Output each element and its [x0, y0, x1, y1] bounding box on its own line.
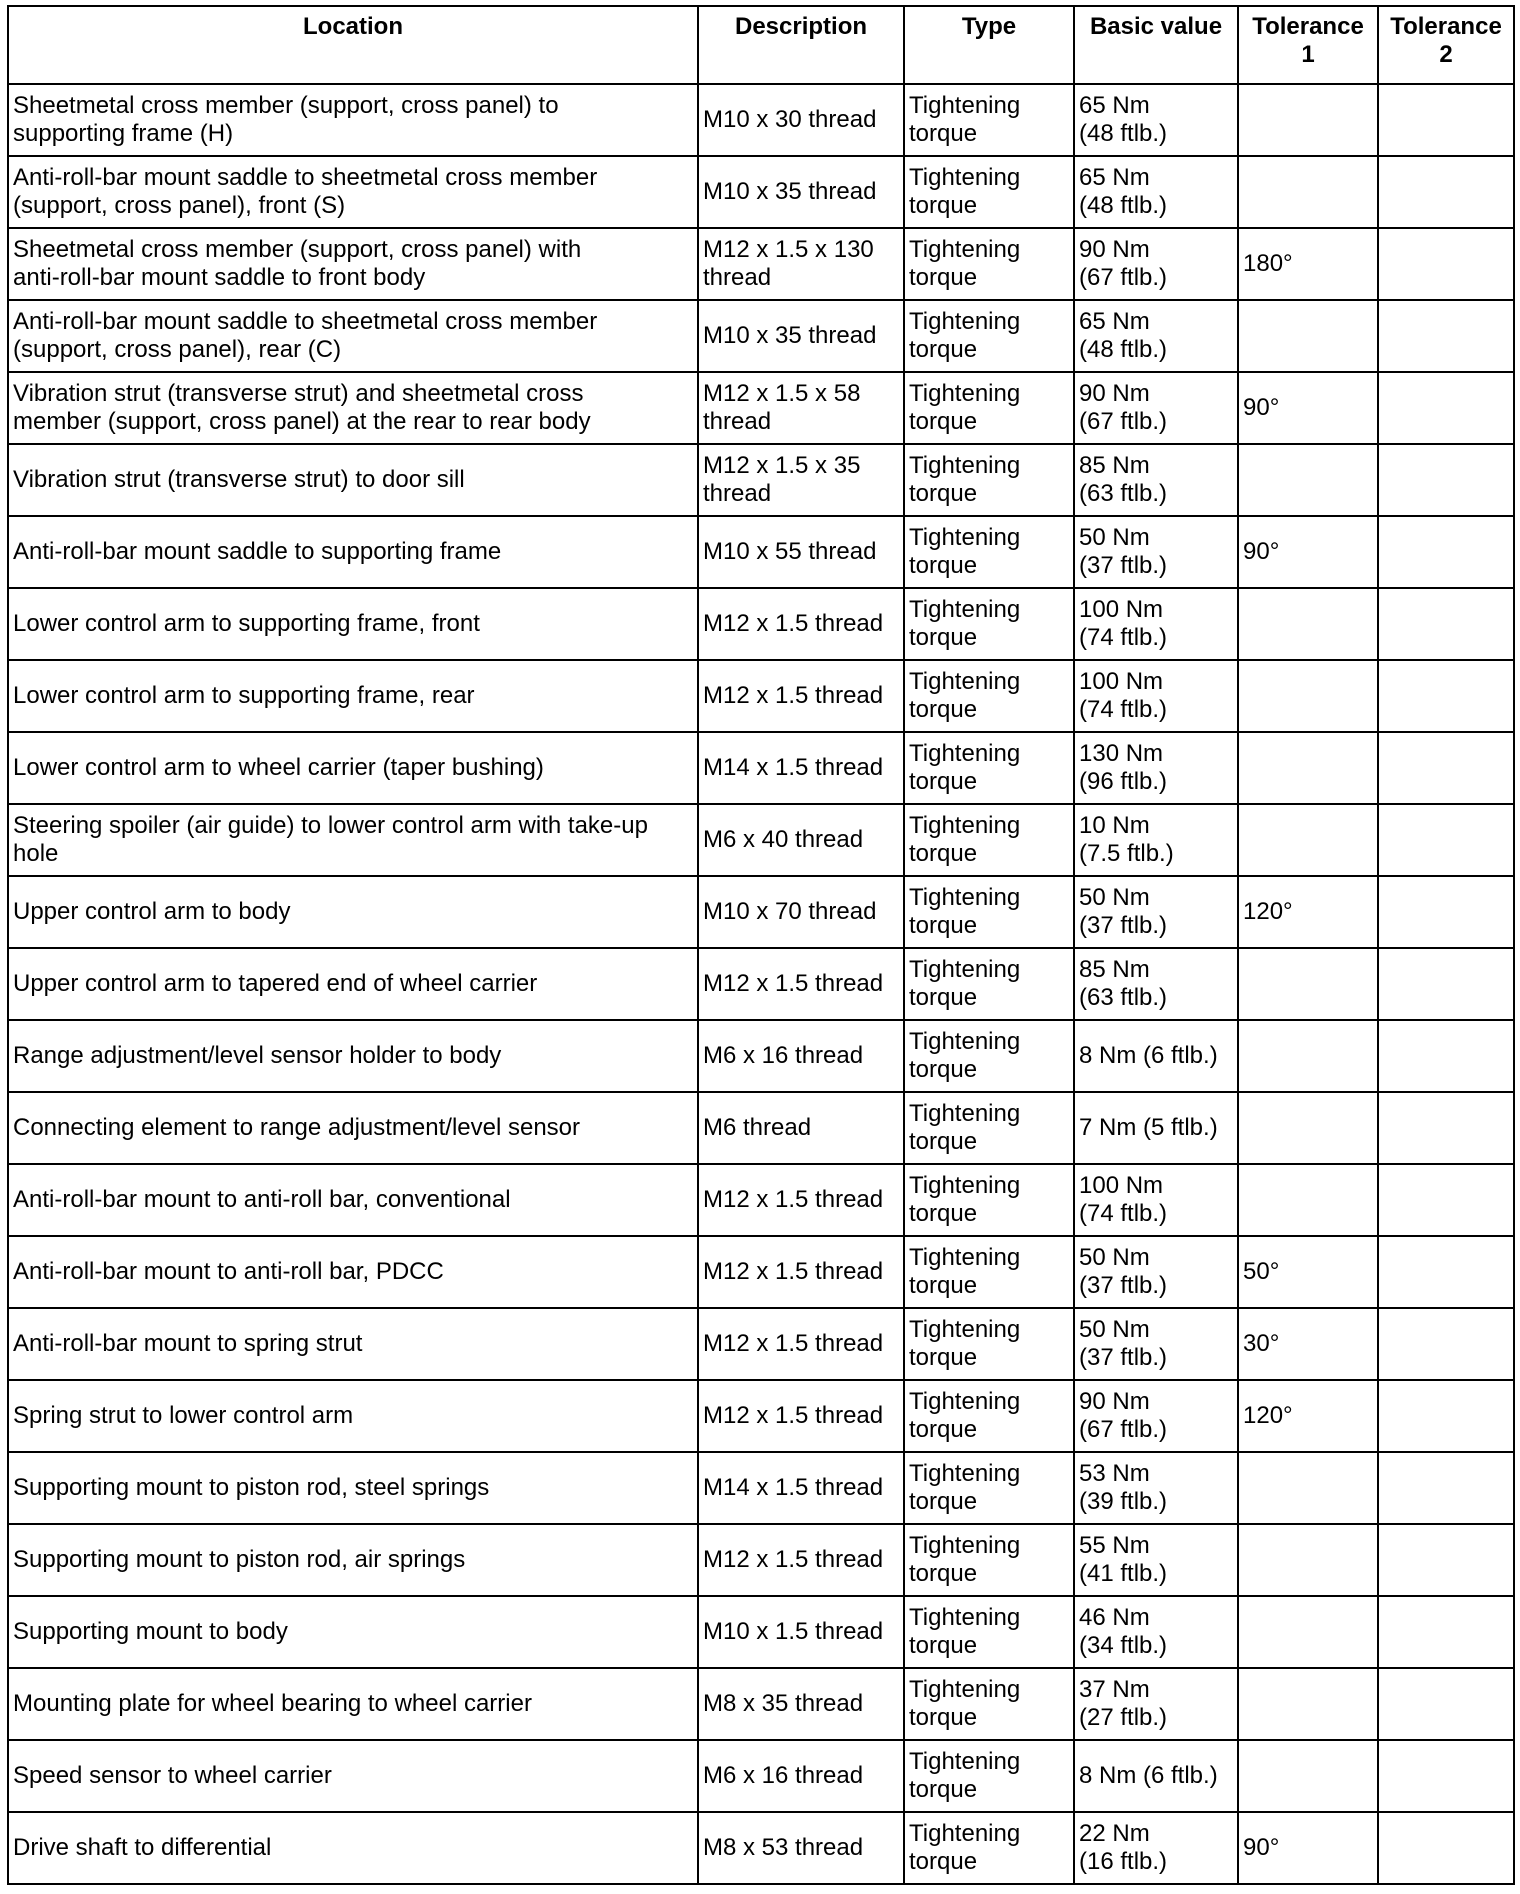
cell-description-text: M12 x 1.5 thread	[703, 1258, 884, 1285]
cell-location	[8, 1812, 698, 1884]
cell-location	[8, 1020, 698, 1092]
cell-tolerance-2	[1378, 876, 1514, 948]
cell-tolerance-1	[1238, 228, 1378, 300]
cell-description-text: M12 x 1.5 thread	[703, 1402, 884, 1429]
cell-description-text: M6 x 16 thread	[703, 1762, 864, 1789]
cell-type-text: Tightening torque	[909, 1820, 1021, 1875]
cell-tolerance-2	[1378, 1308, 1514, 1380]
cell-location-text: Supporting mount to piston rod, steel springs	[13, 1474, 490, 1501]
cell-description-text: M6 x 16 thread	[703, 1042, 864, 1069]
cell-location-text: Supporting mount to piston rod, air springs	[13, 1546, 466, 1573]
cell-type-text: Tightening torque	[909, 812, 1021, 867]
cell-type-text: Tightening torque	[909, 1388, 1021, 1443]
cell-basic-value-text: 85 Nm (63 ftlb.)	[1079, 452, 1168, 507]
table-row	[8, 660, 1514, 732]
cell-description	[698, 876, 904, 948]
cell-basic-value	[1074, 1524, 1238, 1596]
cell-tolerance-2	[1378, 1092, 1514, 1164]
table-row	[8, 732, 1514, 804]
cell-description	[698, 84, 904, 156]
cell-description-text: M12 x 1.5 thread	[703, 1186, 884, 1213]
cell-tolerance-1	[1238, 1092, 1378, 1164]
cell-type-text: Tightening torque	[909, 164, 1021, 219]
cell-basic-value-text: 65 Nm (48 ftlb.)	[1079, 308, 1168, 363]
table-row	[8, 1668, 1514, 1740]
cell-tolerance-1-text: 90°	[1243, 538, 1280, 565]
cell-location	[8, 228, 698, 300]
cell-description	[698, 156, 904, 228]
table-row	[8, 1020, 1514, 1092]
cell-tolerance-1	[1238, 660, 1378, 732]
cell-description	[698, 660, 904, 732]
cell-description-text: M10 x 35 thread	[703, 178, 877, 205]
header-location: Location	[8, 6, 698, 84]
cell-tolerance-1	[1238, 1380, 1378, 1452]
cell-location	[8, 1236, 698, 1308]
cell-location-text: Anti-roll-bar mount to spring strut	[13, 1330, 363, 1357]
cell-type	[904, 1164, 1074, 1236]
cell-basic-value	[1074, 228, 1238, 300]
cell-basic-value-text: 100 Nm (74 ftlb.)	[1079, 1172, 1168, 1227]
cell-location-text: Lower control arm to wheel carrier (taper bushing)	[13, 754, 544, 781]
cell-description-text: M12 x 1.5 thread	[703, 682, 884, 709]
cell-type	[904, 1524, 1074, 1596]
header-tolerance-2: Tolerance 2	[1378, 6, 1514, 84]
cell-tolerance-1	[1238, 1164, 1378, 1236]
cell-type	[904, 228, 1074, 300]
cell-tolerance-1-text: 120°	[1243, 1402, 1293, 1429]
cell-description	[698, 1524, 904, 1596]
cell-type	[904, 1452, 1074, 1524]
cell-basic-value-text: 10 Nm (7.5 ftlb.)	[1079, 812, 1174, 867]
cell-tolerance-2	[1378, 1668, 1514, 1740]
table-row	[8, 300, 1514, 372]
cell-location	[8, 1452, 698, 1524]
cell-type-text: Tightening torque	[909, 1172, 1021, 1227]
cell-basic-value	[1074, 372, 1238, 444]
cell-type	[904, 372, 1074, 444]
cell-location-text: Anti-roll-bar mount to anti-roll bar, conventional	[13, 1186, 511, 1213]
cell-tolerance-1	[1238, 1308, 1378, 1380]
cell-tolerance-1-text: 180°	[1243, 250, 1293, 277]
cell-basic-value-text: 90 Nm (67 ftlb.)	[1079, 1388, 1168, 1443]
cell-tolerance-2	[1378, 1740, 1514, 1812]
cell-tolerance-1-text: 90°	[1243, 394, 1280, 421]
cell-type	[904, 1380, 1074, 1452]
cell-type-text: Tightening torque	[909, 740, 1021, 795]
cell-tolerance-1	[1238, 1020, 1378, 1092]
cell-description-text: M10 x 1.5 thread	[703, 1618, 884, 1645]
cell-location-text: Anti-roll-bar mount saddle to sheetmetal cross member (support, cross panel), front (S)	[13, 164, 598, 219]
cell-tolerance-2	[1378, 444, 1514, 516]
cell-description-text: M14 x 1.5 thread	[703, 1474, 884, 1501]
cell-location-text: Lower control arm to supporting frame, rear	[13, 682, 475, 709]
header-description: Description	[698, 6, 904, 84]
cell-location	[8, 156, 698, 228]
cell-description-text: M12 x 1.5 x 35 thread	[703, 452, 861, 507]
cell-location	[8, 444, 698, 516]
cell-description-text: M10 x 70 thread	[703, 898, 877, 925]
cell-description-text: M12 x 1.5 thread	[703, 1546, 884, 1573]
table-row	[8, 156, 1514, 228]
cell-basic-value-text: 90 Nm (67 ftlb.)	[1079, 236, 1168, 291]
cell-tolerance-1	[1238, 84, 1378, 156]
cell-location	[8, 372, 698, 444]
cell-description	[698, 1740, 904, 1812]
cell-location-text: Anti-roll-bar mount to anti-roll bar, PDCC	[13, 1258, 444, 1285]
header-type: Type	[904, 6, 1074, 84]
cell-basic-value-text: 22 Nm (16 ftlb.)	[1079, 1820, 1168, 1875]
cell-description-text: M12 x 1.5 thread	[703, 1330, 884, 1357]
cell-tolerance-2	[1378, 588, 1514, 660]
cell-tolerance-2	[1378, 1380, 1514, 1452]
cell-type-text: Tightening torque	[909, 380, 1021, 435]
cell-description	[698, 588, 904, 660]
cell-tolerance-1-text: 120°	[1243, 898, 1293, 925]
cell-description-text: M10 x 55 thread	[703, 538, 877, 565]
table-row	[8, 1524, 1514, 1596]
cell-location	[8, 1668, 698, 1740]
cell-description-text: M12 x 1.5 thread	[703, 970, 884, 997]
cell-tolerance-2	[1378, 84, 1514, 156]
cell-basic-value	[1074, 156, 1238, 228]
table-row	[8, 948, 1514, 1020]
table-row	[8, 1092, 1514, 1164]
cell-type	[904, 1308, 1074, 1380]
cell-tolerance-1	[1238, 1452, 1378, 1524]
cell-type	[904, 1740, 1074, 1812]
cell-basic-value-text: 130 Nm (96 ftlb.)	[1079, 740, 1168, 795]
cell-tolerance-1	[1238, 1812, 1378, 1884]
cell-location	[8, 1308, 698, 1380]
cell-basic-value	[1074, 1308, 1238, 1380]
cell-description-text: M10 x 35 thread	[703, 322, 877, 349]
cell-location	[8, 588, 698, 660]
cell-basic-value-text: 53 Nm (39 ftlb.)	[1079, 1460, 1168, 1515]
cell-type-text: Tightening torque	[909, 1532, 1021, 1587]
cell-basic-value	[1074, 300, 1238, 372]
cell-type-text: Tightening torque	[909, 92, 1021, 147]
cell-description	[698, 228, 904, 300]
cell-tolerance-2	[1378, 1020, 1514, 1092]
cell-basic-value	[1074, 1668, 1238, 1740]
cell-basic-value-text: 100 Nm (74 ftlb.)	[1079, 668, 1168, 723]
cell-type-text: Tightening torque	[909, 1316, 1021, 1371]
cell-location-text: Vibration strut (transverse strut) to door sill	[13, 466, 465, 493]
cell-description	[698, 516, 904, 588]
cell-description	[698, 948, 904, 1020]
cell-location	[8, 1596, 698, 1668]
cell-tolerance-2	[1378, 804, 1514, 876]
cell-tolerance-1-text: 50°	[1243, 1258, 1280, 1285]
cell-location-text: Spring strut to lower control arm	[13, 1402, 354, 1429]
cell-type	[904, 516, 1074, 588]
header-basic-value: Basic value	[1074, 6, 1238, 84]
table-row	[8, 1164, 1514, 1236]
table-row	[8, 1596, 1514, 1668]
cell-location-text: Drive shaft to differential	[13, 1834, 272, 1861]
cell-location	[8, 1524, 698, 1596]
cell-description	[698, 1596, 904, 1668]
cell-basic-value	[1074, 1452, 1238, 1524]
cell-location-text: Anti-roll-bar mount saddle to sheetmetal cross member (support, cross panel), rear (C)	[13, 308, 598, 363]
cell-basic-value-text: 8 Nm (6 ftlb.)	[1079, 1042, 1218, 1069]
cell-description	[698, 804, 904, 876]
cell-type-text: Tightening torque	[909, 1028, 1021, 1083]
cell-basic-value	[1074, 1740, 1238, 1812]
cell-tolerance-1	[1238, 804, 1378, 876]
cell-tolerance-2	[1378, 516, 1514, 588]
table-row	[8, 1452, 1514, 1524]
cell-basic-value-text: 8 Nm (6 ftlb.)	[1079, 1762, 1218, 1789]
cell-type	[904, 444, 1074, 516]
table-row	[8, 1236, 1514, 1308]
cell-type	[904, 732, 1074, 804]
cell-type	[904, 588, 1074, 660]
cell-type-text: Tightening torque	[909, 956, 1021, 1011]
cell-description	[698, 372, 904, 444]
cell-basic-value	[1074, 876, 1238, 948]
cell-tolerance-1	[1238, 1668, 1378, 1740]
cell-location	[8, 1164, 698, 1236]
cell-basic-value-text: 50 Nm (37 ftlb.)	[1079, 884, 1168, 939]
cell-basic-value-text: 65 Nm (48 ftlb.)	[1079, 92, 1168, 147]
cell-tolerance-2	[1378, 228, 1514, 300]
table-row	[8, 1380, 1514, 1452]
cell-description-text: M8 x 35 thread	[703, 1690, 864, 1717]
cell-basic-value-text: 46 Nm (34 ftlb.)	[1079, 1604, 1168, 1659]
cell-tolerance-2	[1378, 1812, 1514, 1884]
cell-type	[904, 84, 1074, 156]
cell-tolerance-2	[1378, 1236, 1514, 1308]
cell-basic-value	[1074, 1236, 1238, 1308]
cell-type	[904, 804, 1074, 876]
cell-description	[698, 444, 904, 516]
cell-tolerance-2	[1378, 300, 1514, 372]
table-row	[8, 444, 1514, 516]
cell-basic-value	[1074, 732, 1238, 804]
cell-type	[904, 1236, 1074, 1308]
cell-basic-value	[1074, 660, 1238, 732]
cell-tolerance-1	[1238, 372, 1378, 444]
cell-location	[8, 1092, 698, 1164]
cell-basic-value-text: 37 Nm (27 ftlb.)	[1079, 1676, 1168, 1731]
cell-description-text: M12 x 1.5 x 130 thread	[703, 236, 874, 291]
cell-type-text: Tightening torque	[909, 308, 1021, 363]
cell-basic-value	[1074, 1092, 1238, 1164]
cell-description	[698, 1380, 904, 1452]
cell-type-text: Tightening torque	[909, 1100, 1021, 1155]
cell-description	[698, 1092, 904, 1164]
cell-description-text: M8 x 53 thread	[703, 1834, 864, 1861]
cell-basic-value-text: 100 Nm (74 ftlb.)	[1079, 596, 1168, 651]
cell-location	[8, 660, 698, 732]
cell-location	[8, 516, 698, 588]
cell-tolerance-1	[1238, 1596, 1378, 1668]
cell-tolerance-1	[1238, 1740, 1378, 1812]
cell-type-text: Tightening torque	[909, 884, 1021, 939]
cell-tolerance-1	[1238, 588, 1378, 660]
cell-type	[904, 876, 1074, 948]
cell-location	[8, 1380, 698, 1452]
table-row	[8, 84, 1514, 156]
cell-basic-value-text: 55 Nm (41 ftlb.)	[1079, 1532, 1168, 1587]
cell-type	[904, 300, 1074, 372]
cell-basic-value	[1074, 1380, 1238, 1452]
cell-description	[698, 1452, 904, 1524]
cell-tolerance-2	[1378, 948, 1514, 1020]
cell-type-text: Tightening torque	[909, 236, 1021, 291]
cell-type-text: Tightening torque	[909, 1244, 1021, 1299]
cell-description-text: M6 thread	[703, 1114, 812, 1141]
cell-basic-value	[1074, 516, 1238, 588]
table-row	[8, 804, 1514, 876]
cell-location-text: Mounting plate for wheel bearing to wheel carrier	[13, 1690, 532, 1717]
cell-type-text: Tightening torque	[909, 1748, 1021, 1803]
cell-basic-value	[1074, 444, 1238, 516]
cell-tolerance-1	[1238, 732, 1378, 804]
table-row	[8, 228, 1514, 300]
cell-description-text: M6 x 40 thread	[703, 826, 864, 853]
cell-basic-value	[1074, 1812, 1238, 1884]
cell-basic-value	[1074, 1020, 1238, 1092]
cell-description	[698, 1164, 904, 1236]
header-tolerance-1: Tolerance 1	[1238, 6, 1378, 84]
cell-tolerance-2	[1378, 1524, 1514, 1596]
cell-type	[904, 1668, 1074, 1740]
cell-type	[904, 1092, 1074, 1164]
cell-basic-value-text: 50 Nm (37 ftlb.)	[1079, 1316, 1168, 1371]
cell-description-text: M14 x 1.5 thread	[703, 754, 884, 781]
cell-location-text: Vibration strut (transverse strut) and sheetmetal cross member (support, cross panel) at the rear to rear body	[13, 380, 591, 435]
cell-tolerance-2	[1378, 372, 1514, 444]
cell-type-text: Tightening torque	[909, 524, 1021, 579]
cell-location-text: Upper control arm to body	[13, 898, 291, 925]
cell-description	[698, 1236, 904, 1308]
cell-description-text: M10 x 30 thread	[703, 106, 877, 133]
cell-basic-value	[1074, 948, 1238, 1020]
table-row	[8, 372, 1514, 444]
torque-spec-table	[7, 5, 1515, 1885]
cell-location	[8, 300, 698, 372]
cell-location	[8, 876, 698, 948]
cell-type	[904, 1812, 1074, 1884]
cell-location-text: Sheetmetal cross member (support, cross panel) with anti-roll-bar mount saddle to front body	[13, 236, 582, 291]
cell-description	[698, 1812, 904, 1884]
cell-location-text: Sheetmetal cross member (support, cross panel) to supporting frame (H)	[13, 92, 559, 147]
table-row	[8, 1740, 1514, 1812]
cell-tolerance-2	[1378, 660, 1514, 732]
cell-tolerance-1	[1238, 1236, 1378, 1308]
cell-basic-value-text: 90 Nm (67 ftlb.)	[1079, 380, 1168, 435]
table-row	[8, 588, 1514, 660]
cell-type	[904, 156, 1074, 228]
cell-type	[904, 1596, 1074, 1668]
table-row	[8, 1812, 1514, 1884]
cell-description	[698, 1668, 904, 1740]
cell-location-text: Anti-roll-bar mount saddle to supporting frame	[13, 538, 502, 565]
cell-tolerance-1	[1238, 1524, 1378, 1596]
cell-type-text: Tightening torque	[909, 668, 1021, 723]
cell-location-text: Supporting mount to body	[13, 1618, 288, 1645]
cell-type-text: Tightening torque	[909, 1604, 1021, 1659]
cell-location	[8, 84, 698, 156]
cell-location	[8, 1740, 698, 1812]
cell-location-text: Speed sensor to wheel carrier	[13, 1762, 332, 1789]
cell-basic-value	[1074, 1164, 1238, 1236]
cell-location-text: Upper control arm to tapered end of wheel carrier	[13, 970, 538, 997]
cell-location-text: Steering spoiler (air guide) to lower control arm with take-up hole	[13, 812, 648, 867]
cell-type-text: Tightening torque	[909, 1460, 1021, 1515]
cell-type-text: Tightening torque	[909, 452, 1021, 507]
cell-description	[698, 1020, 904, 1092]
cell-type-text: Tightening torque	[909, 596, 1021, 651]
header-row	[8, 6, 1514, 84]
table-row	[8, 1308, 1514, 1380]
table-header	[8, 6, 1514, 84]
cell-location-text: Connecting element to range adjustment/level sensor	[13, 1114, 580, 1141]
cell-tolerance-2	[1378, 1452, 1514, 1524]
cell-tolerance-2	[1378, 732, 1514, 804]
cell-location	[8, 948, 698, 1020]
cell-location-text: Range adjustment/level sensor holder to body	[13, 1042, 502, 1069]
cell-basic-value-text: 7 Nm (5 ftlb.)	[1079, 1114, 1218, 1141]
cell-tolerance-1	[1238, 156, 1378, 228]
cell-tolerance-2	[1378, 156, 1514, 228]
cell-basic-value-text: 50 Nm (37 ftlb.)	[1079, 1244, 1168, 1299]
cell-tolerance-2	[1378, 1164, 1514, 1236]
cell-type	[904, 1020, 1074, 1092]
cell-tolerance-2	[1378, 1596, 1514, 1668]
table-row	[8, 516, 1514, 588]
cell-tolerance-1	[1238, 948, 1378, 1020]
cell-basic-value	[1074, 804, 1238, 876]
cell-type	[904, 660, 1074, 732]
cell-basic-value	[1074, 84, 1238, 156]
cell-tolerance-1	[1238, 300, 1378, 372]
cell-tolerance-1	[1238, 876, 1378, 948]
cell-location-text: Lower control arm to supporting frame, front	[13, 610, 480, 637]
cell-type	[904, 948, 1074, 1020]
table-row	[8, 876, 1514, 948]
cell-basic-value-text: 65 Nm (48 ftlb.)	[1079, 164, 1168, 219]
cell-description	[698, 1308, 904, 1380]
table-body	[8, 84, 1514, 1884]
cell-type-text: Tightening torque	[909, 1676, 1021, 1731]
cell-description-text: M12 x 1.5 thread	[703, 610, 884, 637]
cell-tolerance-1-text: 90°	[1243, 1834, 1280, 1861]
cell-tolerance-1	[1238, 516, 1378, 588]
cell-basic-value-text: 85 Nm (63 ftlb.)	[1079, 956, 1168, 1011]
cell-description	[698, 732, 904, 804]
cell-description	[698, 300, 904, 372]
cell-tolerance-1	[1238, 444, 1378, 516]
cell-basic-value-text: 50 Nm (37 ftlb.)	[1079, 524, 1168, 579]
cell-basic-value	[1074, 588, 1238, 660]
cell-location	[8, 732, 698, 804]
cell-location	[8, 804, 698, 876]
cell-basic-value	[1074, 1596, 1238, 1668]
cell-description-text: M12 x 1.5 x 58 thread	[703, 380, 861, 435]
cell-tolerance-1-text: 30°	[1243, 1330, 1280, 1357]
